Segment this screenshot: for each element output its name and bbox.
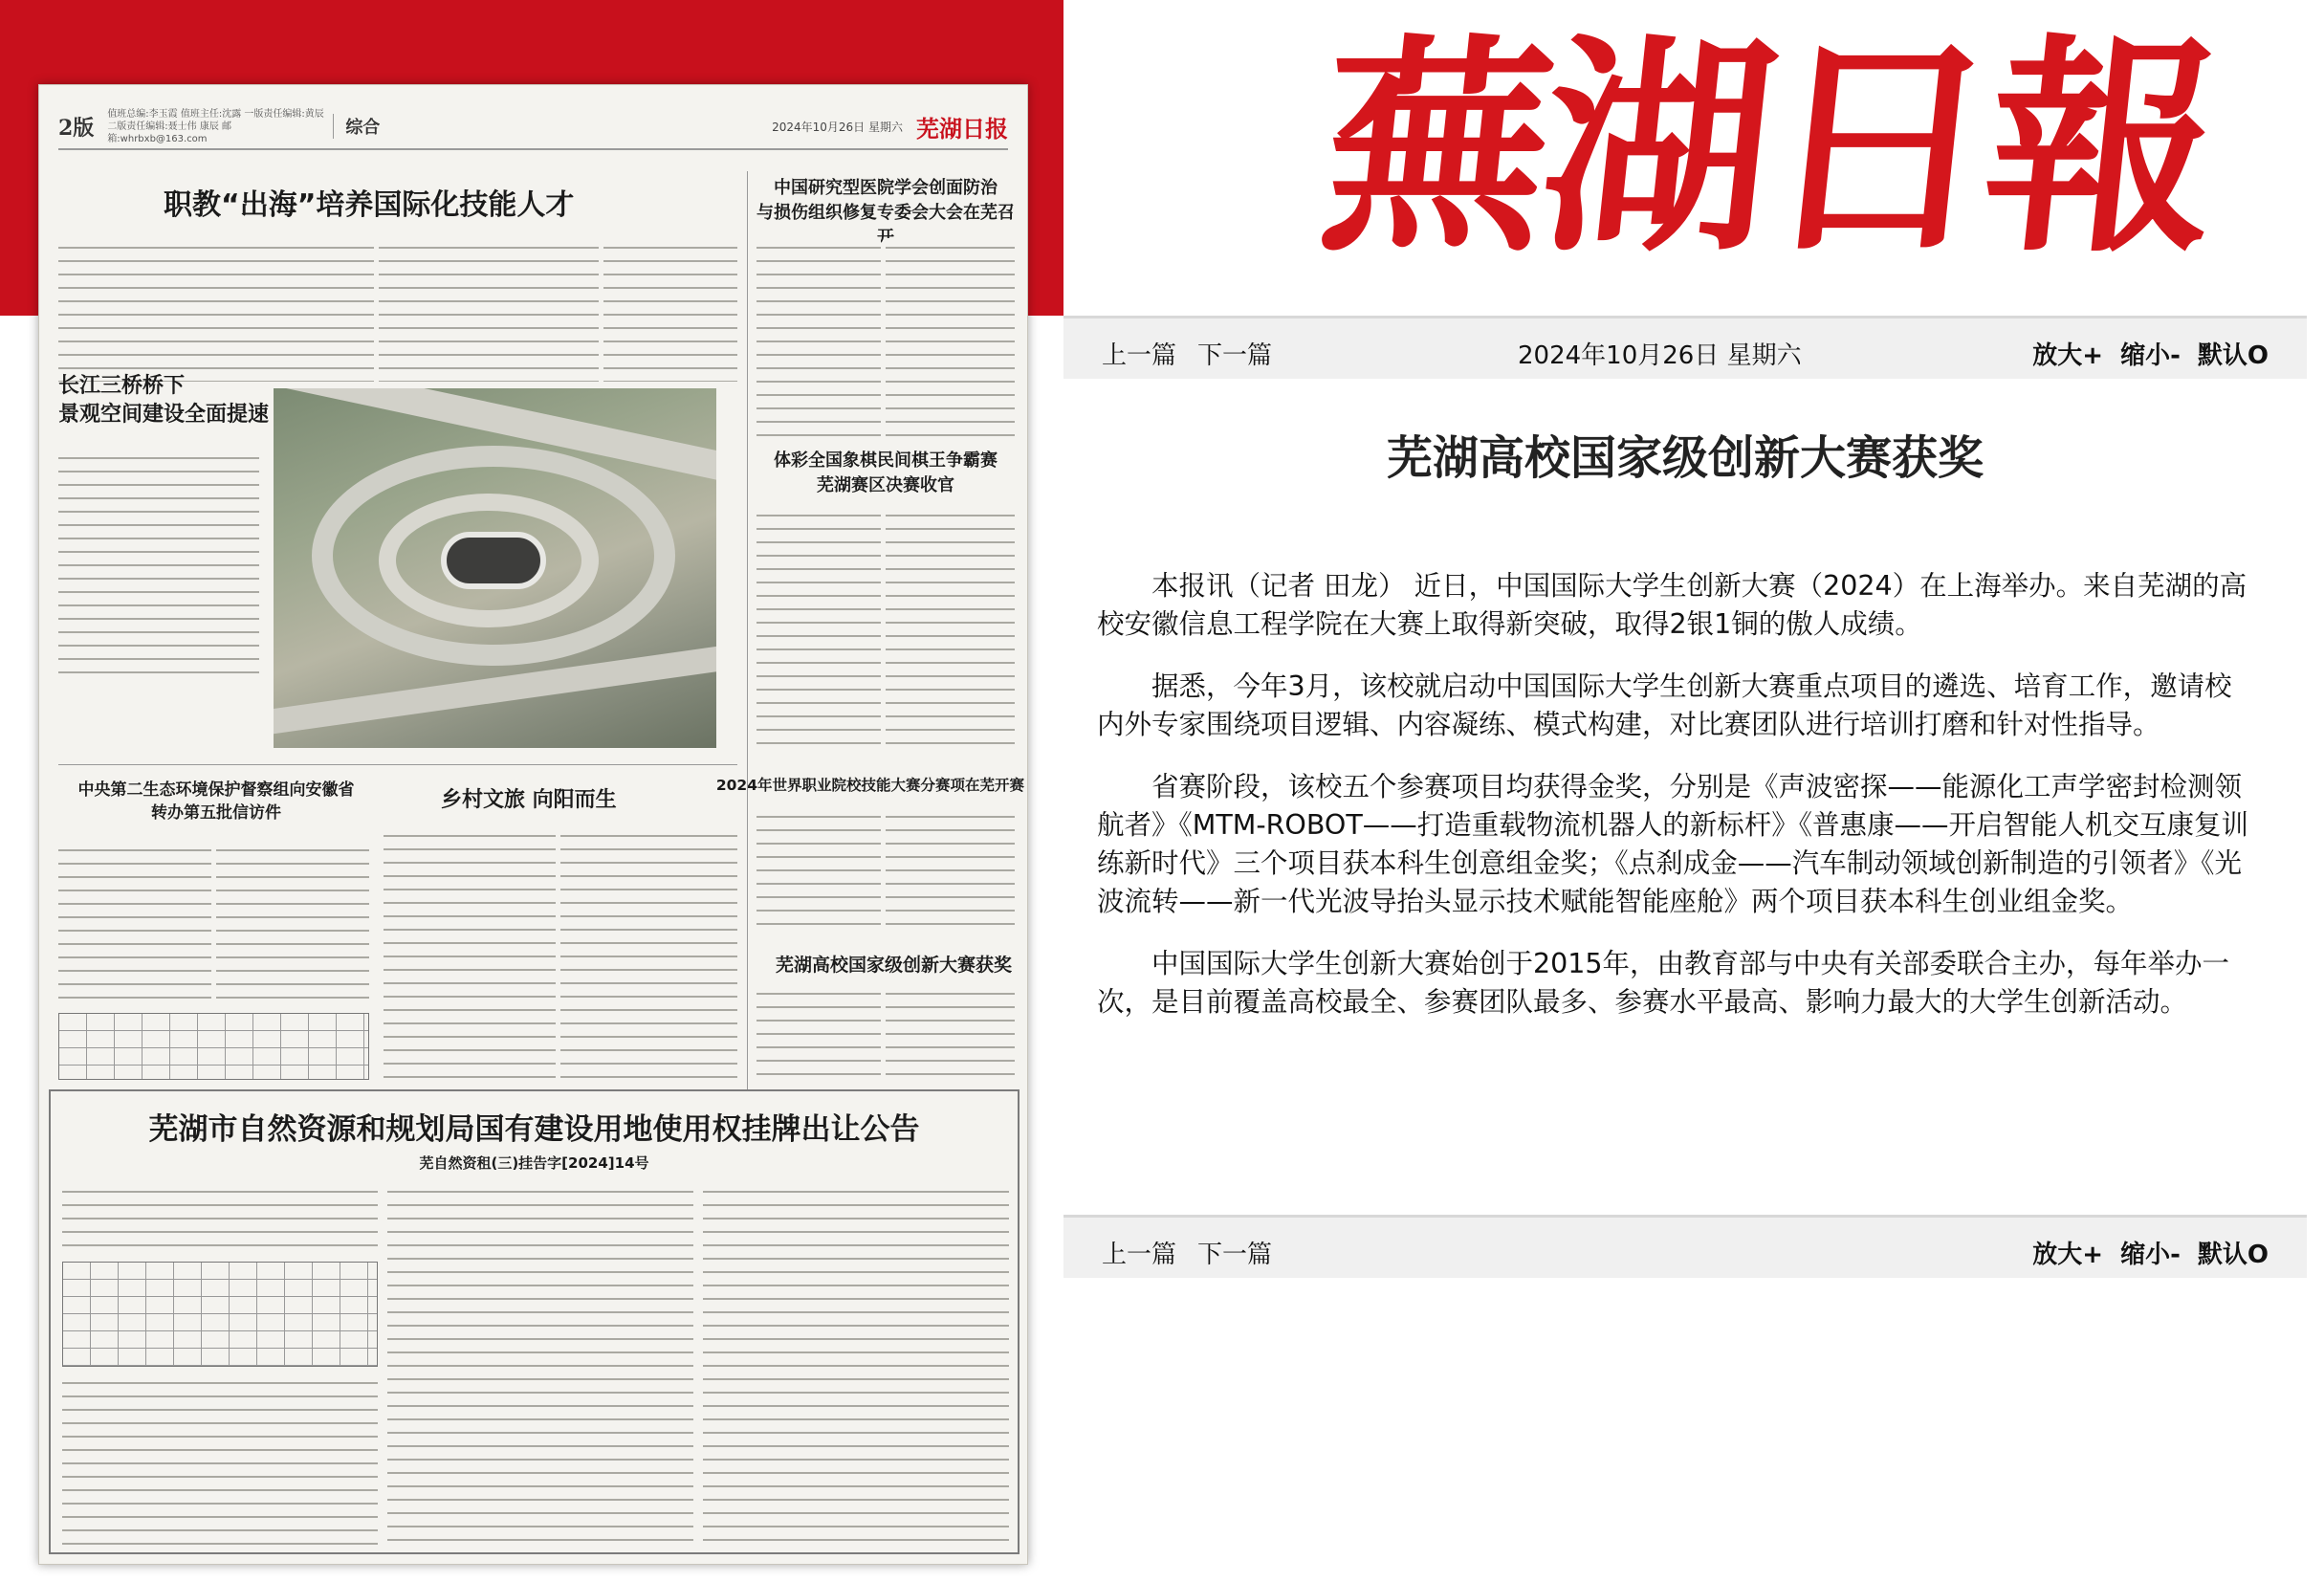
prev-article-link[interactable]: 上一篇 — [1102, 1241, 1177, 1269]
next-article-link[interactable]: 下一篇 — [1197, 1241, 1273, 1269]
bridge-photo[interactable] — [274, 388, 716, 748]
headline-skills-contest[interactable]: 2024年世界职业院校技能大赛分赛项在芜开赛 — [715, 777, 1024, 794]
article-text-block — [216, 841, 369, 1003]
article-text-block — [58, 841, 211, 1003]
article-text-block — [603, 238, 737, 382]
headline-chess-competition[interactable]: 体彩全国象棋民间棋王争霸赛 芜湖赛区决赛收官 — [774, 450, 998, 495]
headline-yangtze-bridge[interactable]: 长江三桥桥下 景观空间建设全面提速 — [58, 374, 270, 427]
notice-title[interactable]: 芜湖市自然资源和规划局国有建设用地使用权挂牌出让公告 — [148, 1112, 920, 1147]
newspaper-page-header — [58, 104, 1008, 150]
article-text-block — [756, 238, 881, 439]
article-text-block — [756, 807, 881, 932]
zoom-controls — [2015, 1235, 2269, 1270]
notice-text-block — [703, 1182, 1009, 1546]
article-text-block — [560, 826, 737, 1080]
article-text-block — [886, 506, 1015, 745]
headline-environment-inspection[interactable]: 中央第二生态环境保护督察组向安徽省 转办第五批信访件 — [77, 780, 355, 823]
zoom-default-button[interactable]: 默认O — [2197, 341, 2269, 370]
notice-number: 芜自然资租(三)挂告字[2024]14号 — [419, 1154, 649, 1172]
masthead — [1063, 0, 2324, 354]
zoom-in-button[interactable]: 放大+ — [2032, 341, 2104, 370]
zoom-default-button[interactable]: 默认O — [2197, 1241, 2269, 1269]
article-text-block — [384, 826, 556, 1080]
article-nav — [1102, 1235, 1293, 1270]
land-auction-notice — [49, 1089, 1019, 1554]
complaints-table — [58, 1013, 369, 1080]
article-text-block — [379, 238, 599, 382]
article-paragraph: 本报讯（记者 田龙） 近日，中国国际大学生创新大赛（2024）在上海举办。来自芜湖的高校安徽信息工程学院在大赛上取得新突破，取得2银1铜的傲人成绩。 — [1097, 570, 2247, 640]
column-rule — [747, 171, 748, 1089]
notice-text-block — [62, 1182, 378, 1254]
issue-date: 2024年10月26日 星期六 — [772, 120, 903, 134]
article-toolbar-bottom — [1063, 1215, 2307, 1278]
zoom-in-button[interactable]: 放大+ — [2032, 1241, 2104, 1269]
article-body — [1097, 567, 2259, 1045]
land-parcel-table — [62, 1262, 378, 1367]
prev-article-link[interactable]: 上一篇 — [1102, 341, 1177, 370]
notice-text-block — [387, 1182, 693, 1546]
article-text-block — [58, 238, 374, 382]
newspaper-page-thumbnail[interactable] — [38, 84, 1028, 1565]
article-text-block — [886, 238, 1015, 439]
notice-text-block — [62, 1373, 378, 1546]
section-rule — [58, 764, 737, 765]
article-text-block — [756, 984, 881, 1080]
article-paragraph: 中国国际大学生创新大赛始创于2015年，由教育部与中央有关部委联合主办，每年举办一次，是目前覆盖高校最全、参赛团队最多、参赛水平最高、影响力最大的大学生创新活动。 — [1097, 948, 2230, 1018]
photo-caption-block — [58, 449, 259, 678]
page-number: 2版 — [58, 115, 95, 141]
article-text-block — [756, 506, 881, 745]
toolbar-date: 2024年10月26日 星期六 — [1518, 341, 1802, 370]
newspaper-logo: 蕪湖日報 — [1307, 13, 2224, 283]
headline-hospital-society[interactable]: 中国研究型医院学会创面防治 与损伤组织修复专委会大会在芜召 — [756, 178, 1015, 223]
article-text-block — [886, 807, 1015, 932]
article-paragraph: 据悉，今年3月，该校就启动中国国际大学生创新大赛重点项目的遴选、培育工作，邀请校内外专家围绕项目逻辑、内容凝练、模式构建，对比赛团队进行培训打磨和针对性指导。 — [1097, 670, 2232, 740]
section-name: 综合 — [333, 114, 380, 139]
article-text-block — [886, 984, 1015, 1080]
next-article-link[interactable]: 下一篇 — [1197, 341, 1273, 370]
zoom-out-button[interactable]: 缩小- — [2120, 341, 2181, 370]
headline-vocational-education[interactable]: 职教“出海”培养国际化技能人才 — [164, 188, 575, 222]
article-paragraph: 省赛阶段，该校五个参赛项目均获得金奖，分别是《声波密探——能源化工声学密封检测领航者》《MTM-ROBOT——打造重载物流机器人的新标杆》《普惠康——开启智能人机交互康复训练新时代》三个项目获本科生创意组金奖；《点刹成金——汽车制动领域创新制造的引领者》《光波流转——新一代光波导抬头显示技术赋能智能座舱》两个项目获本科生创业组金奖。 — [1097, 771, 2249, 917]
headline-innovation-award[interactable]: 芜湖高校国家级创新大赛获奖 — [776, 955, 1013, 976]
editor-credits: 值班总编:李玉霞 值班主任:沈露 一版责任编辑:黄辰 二版责任编辑:聂士伟 康辰 邮箱:whrbxb@163.com — [107, 108, 324, 144]
article — [1063, 354, 2307, 1215]
zoom-out-button[interactable]: 缩小- — [2120, 1241, 2181, 1269]
article-title: 芜湖高校国家级创新大赛获奖 — [1386, 431, 1984, 485]
newspaper-small-masthead: 芜湖日报 — [916, 114, 1008, 143]
headline-rural-tourism[interactable]: 乡村文旅 向阳而生 — [441, 788, 617, 812]
